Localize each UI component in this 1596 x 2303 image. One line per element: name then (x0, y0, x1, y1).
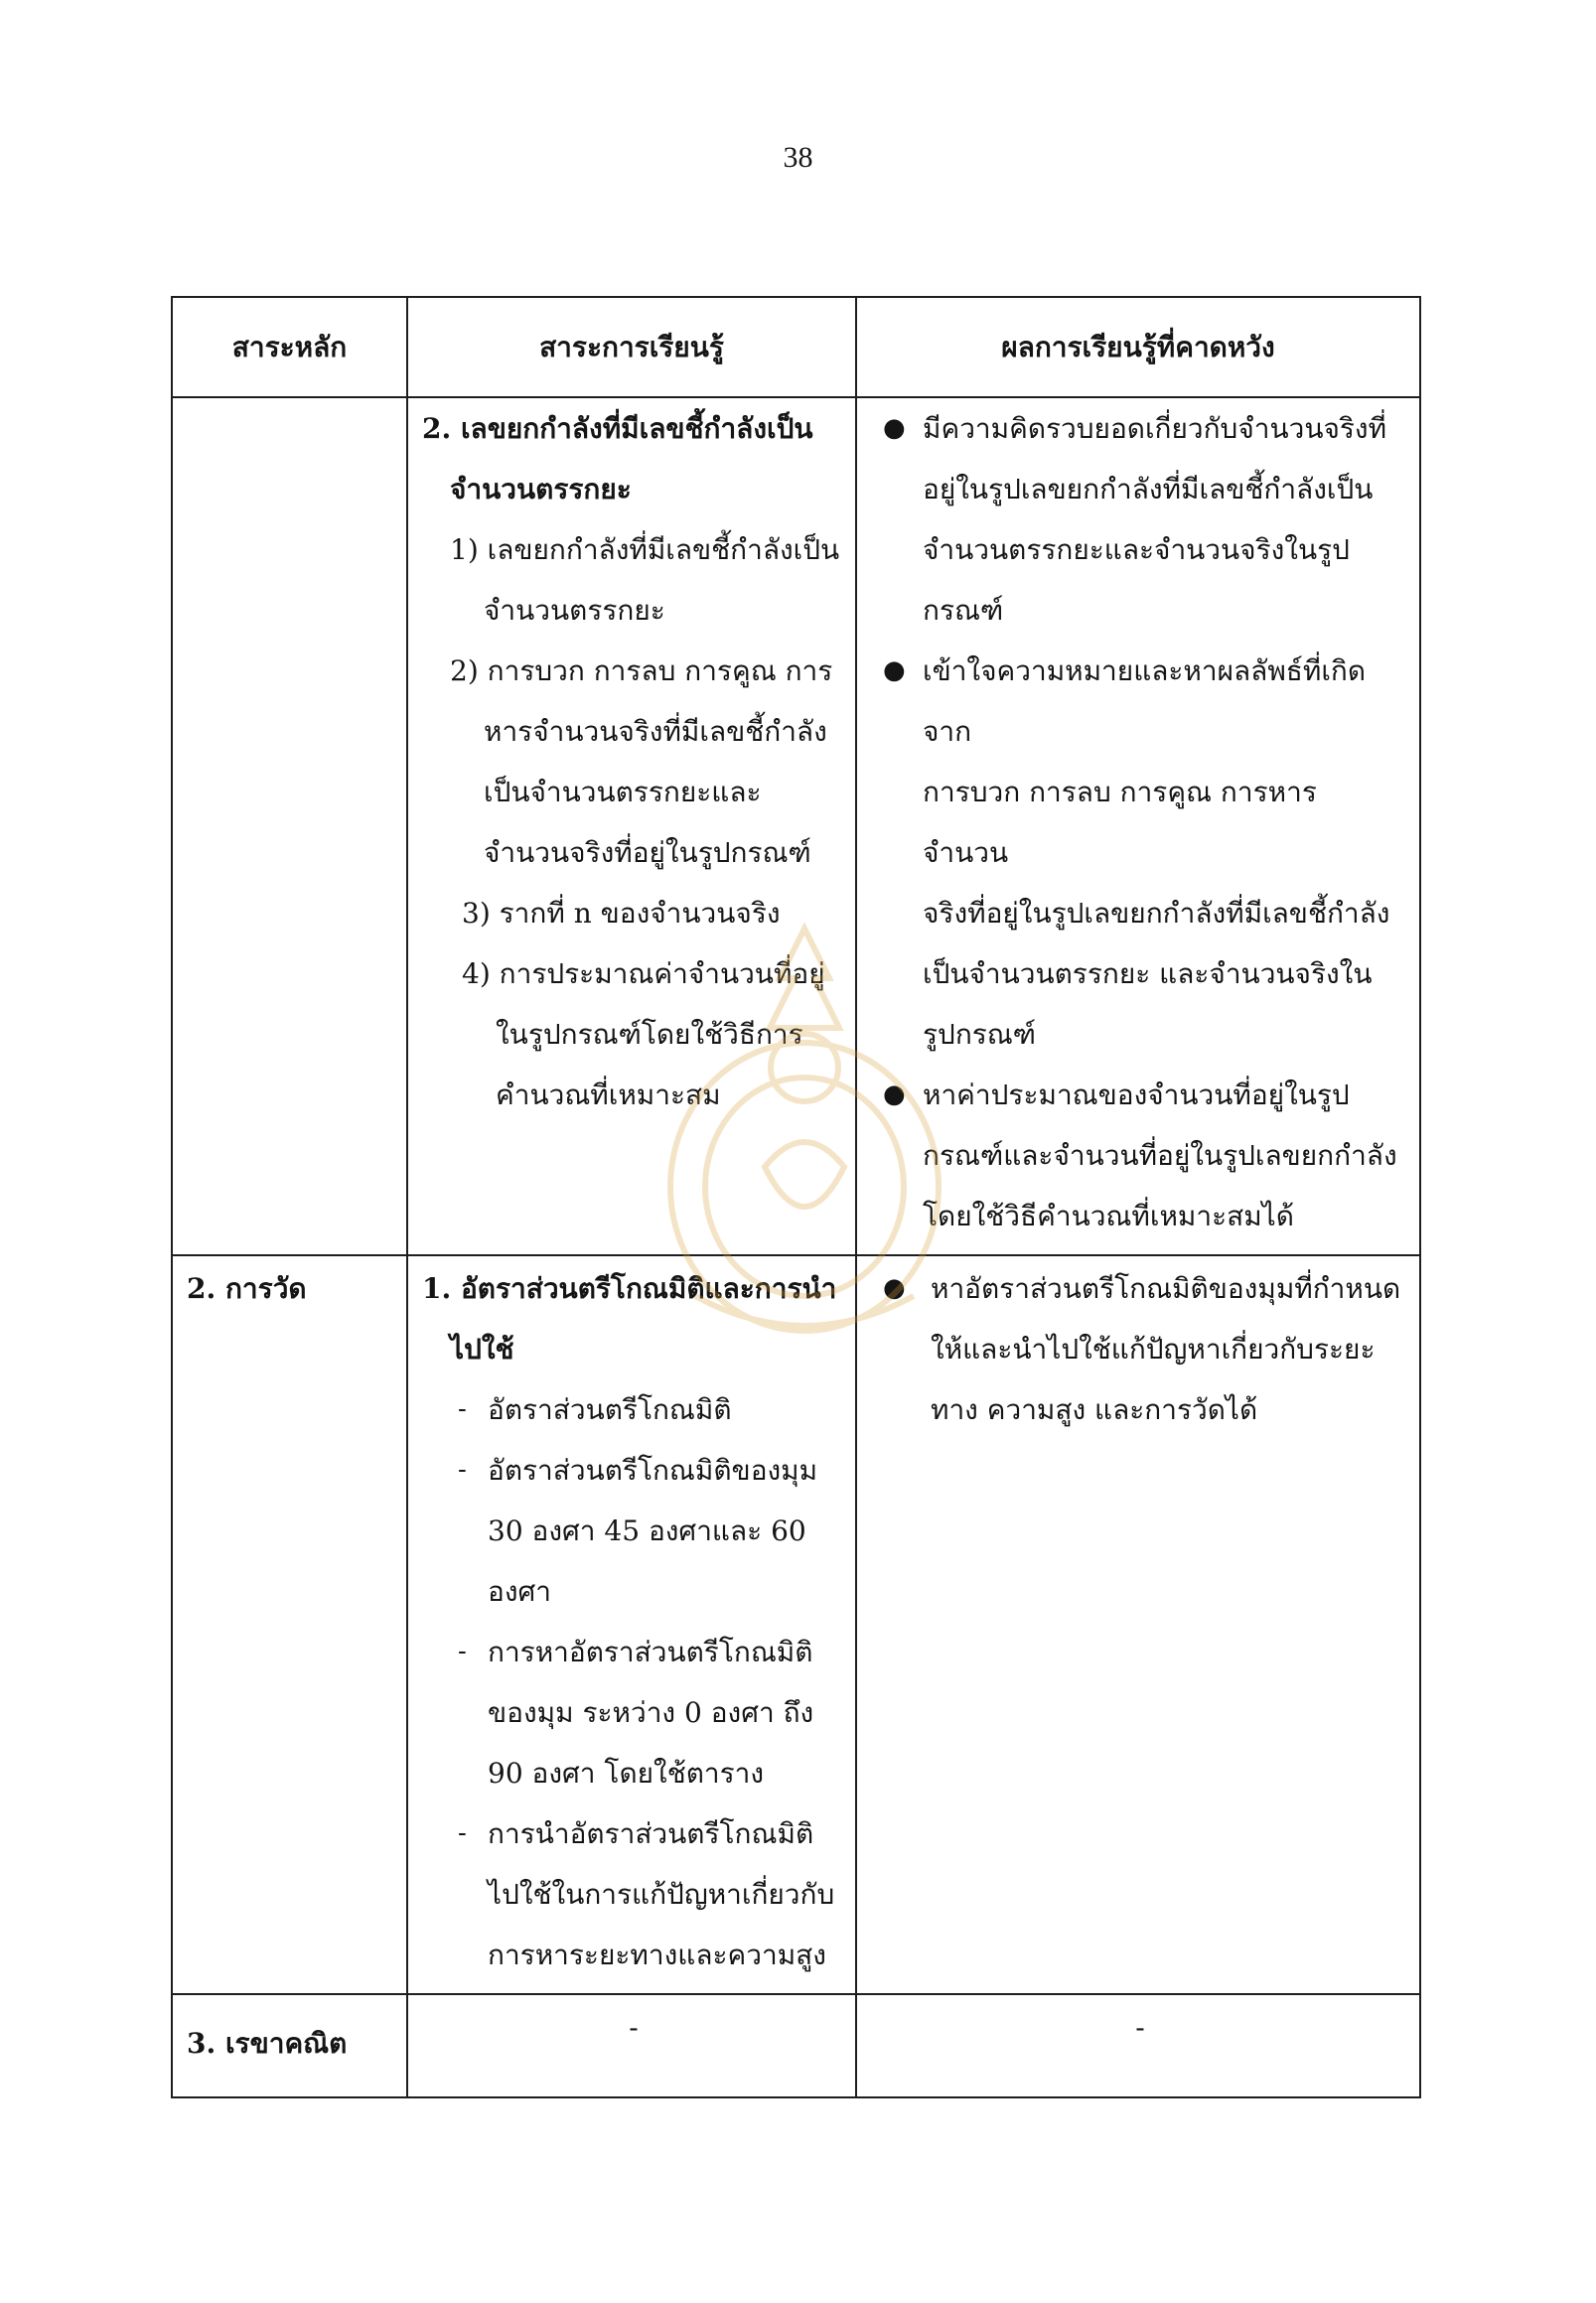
expected-outcomes-cell (856, 397, 1420, 1255)
outcome-line: จริงที่อยู่ในรูปเลขยกกำลังที่มีเลขชี้กำลัง (923, 897, 1390, 930)
outcome-line: โดยใช้วิธีคำนวณที่เหมาะสมได้ (923, 1200, 1294, 1232)
subtopic-dash-item (422, 1379, 845, 1440)
bullet-icon: ● (883, 1273, 906, 1303)
subtopic-4-cont: คำนวณที่เหมาะสม (496, 1079, 721, 1111)
subtopic-1: 1) เลขยกกำลังที่มีเลขชี้กำลังเป็น (450, 533, 840, 566)
expected-outcomes-cell (856, 1255, 1420, 1994)
header-learning-content: สาระการเรียนรู้ (407, 297, 856, 397)
topic-heading: 2. เลขยกกำลังที่มีเลขชี้กำลังเป็น (422, 412, 813, 445)
subtopic-line: ของมุม ระหว่าง 0 องศา ถึง (488, 1696, 814, 1729)
outcome-line: ให้และนำไปใช้แก้ปัญหาเกี่ยวกับระยะ (931, 1333, 1376, 1366)
outcome-line: กรณฑ์และจำนวนที่อยู่ในรูปเลขยกกำลัง (923, 1139, 1397, 1172)
outcome-item (871, 1065, 1409, 1246)
outcome-line: การบวก การลบ การคูณ การหาร จำนวน (923, 776, 1317, 869)
curriculum-table (171, 296, 1421, 2098)
outcome-line: เป็นจำนวนตรรกยะ และจำนวนจริงใน (923, 957, 1373, 990)
outcome-item (871, 398, 1409, 641)
subtopic-dash-item (422, 1803, 845, 1985)
subtopic-line: การหาอัตราส่วนตรีโกณมิติ (488, 1636, 813, 1668)
outcome-item (871, 1258, 1409, 1440)
dash-icon: - (458, 1394, 467, 1424)
learning-content-cell (407, 1255, 856, 1994)
page-number: 38 (783, 141, 813, 174)
subtopic-dash-item (422, 1622, 845, 1803)
header-core-content: สาระหลัก (172, 297, 407, 397)
core-content-cell (172, 397, 407, 1255)
learning-content-cell (407, 397, 856, 1255)
table-row (172, 1255, 1420, 1994)
header-expected-outcomes: ผลการเรียนรู้ที่คาดหวัง (856, 297, 1420, 397)
outcome-line: มีความคิดรวบยอดเกี่ยวกับจำนวนจริงที่ (923, 412, 1387, 445)
subtopic-2-cont: หารจำนวนจริงที่มีเลขชี้กำลัง (484, 715, 827, 748)
expected-outcomes-cell: - (856, 1994, 1420, 2097)
outcome-line: เข้าใจความหมายและหาผลลัพธ์ที่เกิดจาก (923, 654, 1367, 748)
outcome-line: กรณฑ์ (923, 594, 1004, 627)
subtopic-1-cont: จำนวนตรรกยะ (484, 594, 665, 627)
learning-content-cell: - (407, 1994, 856, 2097)
subtopic-2: 2) การบวก การลบ การคูณ การ (450, 654, 833, 687)
outcome-line: อยู่ในรูปเลขยกกำลังที่มีเลขชี้กำลังเป็น (923, 473, 1374, 505)
table-row (172, 1994, 1420, 2097)
subtopic-line: การหาระยะทางและความสูง (488, 1939, 826, 1971)
subtopic-dash-item (422, 1440, 845, 1622)
table-row (172, 397, 1420, 1255)
subtopic-2-cont: เป็นจำนวนตรรกยะและ (484, 776, 762, 808)
table-header-row (172, 297, 1420, 397)
core-content-cell: 3. เรขาคณิต (172, 1994, 407, 2097)
bullet-icon: ● (883, 413, 906, 443)
outcome-line: หาอัตราส่วนตรีโกณมิติของมุมที่กำหนด (931, 1272, 1401, 1305)
bullet-icon: ● (883, 1080, 906, 1109)
subtopic-2-cont: จำนวนจริงที่อยู่ในรูปกรณฑ์ (484, 836, 811, 869)
outcome-line: จำนวนตรรกยะและจำนวนจริงในรูป (923, 533, 1350, 566)
topic-heading-cont: ไปใช้ (450, 1333, 514, 1366)
subtopic-3: 3) รากที่ n ของจำนวนจริง (462, 897, 781, 930)
outcome-item (871, 641, 1409, 1065)
dash-icon: - (458, 1818, 467, 1848)
bullet-icon: ● (883, 655, 906, 685)
subtopic-line: การนำอัตราส่วนตรีโกณมิติ (488, 1817, 814, 1850)
outcome-line: รูปกรณฑ์ (923, 1018, 1037, 1051)
core-content-cell: 2. การวัด (172, 1255, 407, 1994)
subtopic-line: อัตราส่วนตรีโกณมิติ (488, 1393, 732, 1426)
subtopic-line: ไปใช้ในการแก้ปัญหาเกี่ยวกับ (488, 1878, 835, 1911)
subtopic-line: 30 องศา 45 องศาและ 60 องศา (488, 1514, 806, 1608)
outcome-line: หาค่าประมาณของจำนวนที่อยู่ในรูป (923, 1079, 1350, 1111)
subtopic-4-cont: ในรูปกรณฑ์โดยใช้วิธีการ (496, 1018, 803, 1051)
subtopic-line: อัตราส่วนตรีโกณมิติของมุม (488, 1454, 818, 1487)
topic-heading: 1. อัตราส่วนตรีโกณมิติและการนำ (422, 1272, 837, 1305)
subtopic-line: 90 องศา โดยใช้ตาราง (488, 1757, 765, 1790)
subtopic-4: 4) การประมาณค่าจำนวนที่อยู่ (462, 957, 825, 990)
outcome-line: ทาง ความสูง และการวัดได้ (931, 1393, 1258, 1426)
dash-icon: - (458, 1637, 467, 1666)
dash-icon: - (458, 1455, 467, 1485)
topic-heading-cont: จำนวนตรรกยะ (450, 473, 632, 505)
